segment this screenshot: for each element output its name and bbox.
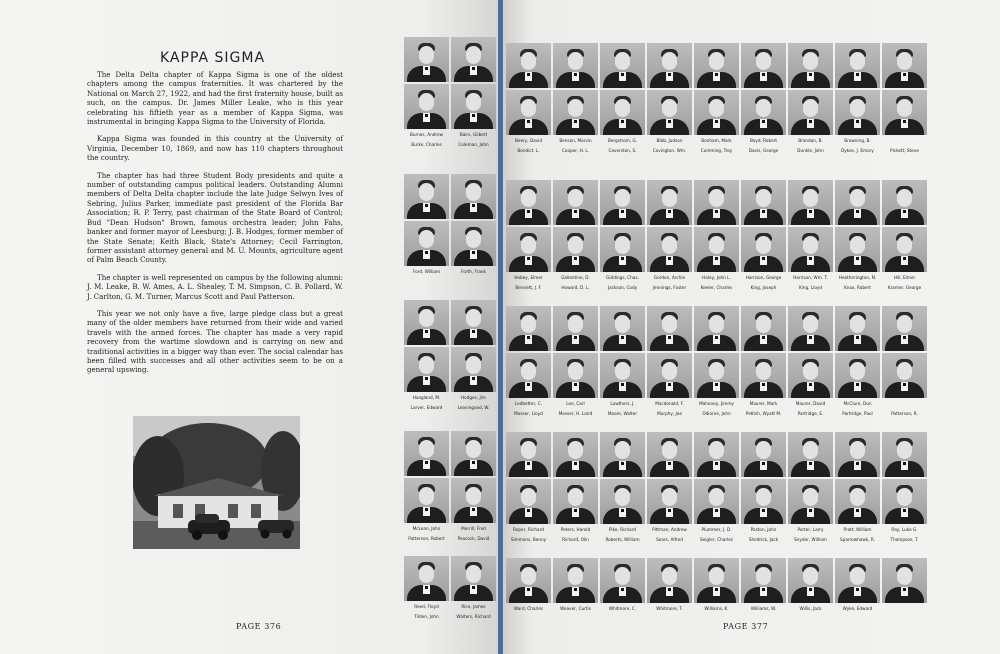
member-name (553, 614, 598, 624)
member-portrait (553, 558, 598, 603)
member-portrait (600, 558, 645, 603)
member-name: Cooper, H. L. (561, 148, 590, 153)
member-portrait (694, 353, 739, 398)
member-portrait (741, 479, 786, 524)
left-name-captions (404, 267, 498, 287)
member-portrait (553, 306, 598, 351)
member-name: Partridge, Paul (842, 411, 873, 416)
left-photo-block (404, 556, 496, 603)
member-name: Sears, Alfred (656, 537, 683, 542)
right-name-captions (506, 136, 929, 156)
member-name: Cumming, Troy (700, 148, 733, 153)
member-name: Weaver, Curtis (560, 606, 591, 611)
member-portrait (835, 180, 880, 225)
member-portrait (506, 353, 551, 398)
paragraph-founding: Kappa Sigma was founded in this country at the University of Virginia, December 10, 1869, and now has 110 chapters throughout the country. (87, 134, 343, 163)
member-portrait (694, 43, 739, 88)
member-name: Patterson, R. (891, 411, 918, 416)
member-name: Plummer, J. D. (701, 527, 732, 532)
member-name: Peters, Harold (560, 527, 591, 532)
right-name-captions (506, 273, 929, 293)
chapter-house-photo (133, 416, 300, 549)
member-portrait (882, 432, 927, 477)
member-name: Ford, William (412, 269, 441, 274)
member-name: McClure, Don (843, 401, 872, 406)
member-name: Mosser, Lloyd (514, 411, 543, 416)
right-name-captions (506, 525, 929, 545)
member-portrait (788, 43, 833, 88)
member-name: Davis, George (748, 148, 779, 153)
portrait-row (404, 37, 496, 82)
paragraph-campus-alumni: The chapter is well represented on campus by the following alumni: J. M. Leake, B. W. Ames, A. L. Shealey, T. M. Simpson, C. B. Pollard, W. J. Carlton, G. M. Turner, Marcus Scott and Paul Patterson. (87, 272, 343, 301)
member-name: Harrison, Wm. T. (793, 275, 828, 280)
member-name: Roberts, William (605, 537, 640, 542)
left-name-captions (404, 130, 498, 150)
right-photo-block (506, 43, 927, 137)
member-portrait (788, 479, 833, 524)
member-name (788, 614, 833, 624)
member-name: Burnes, Andrew (409, 132, 444, 137)
portrait-row (404, 478, 496, 523)
member-name (451, 277, 496, 287)
member-name: Seigler, Charles (700, 537, 733, 542)
paragraph-history: The Delta Delta chapter of Kappa Sigma is one of the oldest chapters among the campus fraternities. It was chartered by the National on March 27, 1922, and had the first fraternity house, built as such, on the campus. Dr. James Miller Leake, who is this year celebrating his fiftieth year as a member of Kappa Sigma, was instrumental in bringing Kappa Sigma to the University of Florida. (87, 70, 343, 127)
member-portrait (788, 353, 833, 398)
member-portrait (694, 227, 739, 272)
member-name: Ray, Luke G. (891, 527, 918, 532)
portrait-row (506, 306, 927, 351)
portrait-row (506, 558, 927, 603)
member-name (882, 604, 927, 614)
member-name: Pettish, Wyatt M. (745, 411, 782, 416)
member-name: Hoagland, M. (412, 395, 441, 400)
portrait-row (506, 90, 927, 135)
member-portrait (741, 43, 786, 88)
member-portrait (882, 227, 927, 272)
chapter-house-illustration (133, 416, 300, 549)
member-portrait (647, 353, 692, 398)
portrait-row (506, 353, 927, 398)
member-name: Patterson, Robert (408, 536, 445, 541)
member-portrait (404, 478, 449, 523)
member-name: Moore, Walter (607, 411, 638, 416)
member-name: Bonham, Mark (701, 138, 732, 143)
member-portrait (741, 90, 786, 135)
member-portrait (647, 432, 692, 477)
member-name (647, 614, 692, 624)
member-portrait (694, 432, 739, 477)
member-portrait (788, 227, 833, 272)
member-name: Jackson, Cody (607, 285, 638, 290)
member-portrait (451, 431, 496, 476)
member-portrait (404, 84, 449, 129)
left-photo-block (404, 431, 496, 525)
portrait-row (404, 84, 496, 129)
left-name-captions (404, 524, 498, 544)
member-portrait (882, 306, 927, 351)
member-portrait (451, 37, 496, 82)
member-portrait (451, 84, 496, 129)
member-name: Mahoney, Jimmy (699, 401, 734, 406)
portrait-row (404, 347, 496, 392)
member-name: Partridge, E. (797, 411, 824, 416)
member-portrait (404, 221, 449, 266)
member-name (882, 614, 927, 624)
right-photo-block (506, 558, 927, 605)
member-name: Ward, Charles (513, 606, 544, 611)
member-name: Harrison, George (745, 275, 782, 280)
member-portrait (647, 306, 692, 351)
member-name: Roper, Richard (513, 527, 544, 532)
member-portrait (835, 432, 880, 477)
member-portrait (404, 347, 449, 392)
member-portrait (882, 479, 927, 524)
member-name: Murphy, Joe (657, 411, 682, 416)
member-name: Keeler, Charles (700, 285, 733, 290)
member-name: King, Lloyd (798, 285, 823, 290)
member-portrait (788, 432, 833, 477)
member-name: Browning, B. (844, 138, 871, 143)
member-name (404, 277, 449, 287)
member-portrait (404, 431, 449, 476)
member-name: Hodges, Jim (461, 395, 486, 400)
member-name (741, 614, 786, 624)
member-name: Brandon, B. (798, 138, 823, 143)
member-portrait (506, 558, 551, 603)
portrait-row (506, 227, 927, 272)
member-name: Gordon, Archie (653, 275, 686, 280)
member-portrait (647, 558, 692, 603)
member-name: Sparrowhawk, R. (840, 537, 875, 542)
member-name: Forth, Frank (461, 269, 486, 274)
left-photo-block (404, 300, 496, 394)
member-portrait (600, 479, 645, 524)
member-portrait (647, 90, 692, 135)
member-name: Peacock, David (457, 536, 490, 541)
member-name: Odiorne, John (702, 411, 731, 416)
member-portrait (553, 432, 598, 477)
left-photo-block (404, 174, 496, 268)
member-name: Willis, Jack (799, 606, 822, 611)
member-portrait (835, 479, 880, 524)
member-portrait (600, 43, 645, 88)
member-name: Wyke, Edward (842, 606, 873, 611)
member-portrait (741, 558, 786, 603)
member-portrait (600, 180, 645, 225)
member-portrait (506, 479, 551, 524)
page-number-left: PAGE 376 (236, 622, 282, 631)
portrait-row (506, 432, 927, 477)
member-name (600, 614, 645, 624)
portrait-row (506, 479, 927, 524)
right-photo-block (506, 432, 927, 526)
member-portrait (553, 180, 598, 225)
member-portrait (600, 90, 645, 135)
member-name: Gallentine, D. (561, 275, 590, 280)
member-name: Pickett, Steve (890, 148, 919, 153)
member-name: Dunkle, John (797, 148, 824, 153)
member-name: Bairs, Gilbert (459, 132, 488, 137)
member-name: Leavingood, W. (457, 405, 490, 410)
member-portrait (506, 432, 551, 477)
member-name: Lee, Carl (566, 401, 585, 406)
member-portrait (882, 43, 927, 88)
member-name: Giddings, Chas. (606, 275, 639, 280)
member-portrait (553, 43, 598, 88)
member-portrait (451, 221, 496, 266)
member-portrait (600, 353, 645, 398)
page-number-right: PAGE 377 (723, 622, 769, 631)
member-portrait (741, 353, 786, 398)
member-name: Bergstrom, G. (607, 138, 638, 143)
member-name: Williams, W. (750, 606, 777, 611)
member-name: Knox, Robert (844, 285, 871, 290)
member-name: Hill, Elmer (893, 275, 916, 280)
member-name: McLean, John (412, 526, 441, 531)
member-portrait (553, 227, 598, 272)
right-name-captions (506, 399, 929, 419)
left-name-captions (404, 602, 498, 622)
member-name: Richard, Olin (562, 537, 589, 542)
member-portrait (741, 180, 786, 225)
member-name: Larver, Edward (410, 405, 443, 410)
member-name: Boyd, Robert (749, 138, 778, 143)
member-name: Benson, Marvin (559, 138, 592, 143)
member-name: Bondict, L. (517, 148, 540, 153)
member-portrait (647, 43, 692, 88)
member-name: Porter, Larry (797, 527, 824, 532)
member-portrait (835, 353, 880, 398)
member-name: Beery, David (515, 138, 542, 143)
member-portrait (835, 43, 880, 88)
member-name: Covington, Wm. (652, 148, 687, 153)
member-name: Burke, Charles (411, 142, 442, 147)
member-portrait (600, 432, 645, 477)
left-photo-block (404, 37, 496, 131)
member-portrait (506, 90, 551, 135)
member-portrait (553, 479, 598, 524)
member-portrait (694, 558, 739, 603)
member-portrait (506, 227, 551, 272)
member-name (694, 614, 739, 624)
member-portrait (741, 227, 786, 272)
member-name: Howard, D. L. (561, 285, 590, 290)
member-portrait (647, 180, 692, 225)
member-portrait (694, 306, 739, 351)
member-portrait (451, 300, 496, 345)
member-name: Bennett, J. F. (515, 285, 542, 290)
member-name (882, 136, 927, 146)
right-photo-block (506, 306, 927, 400)
member-portrait (647, 479, 692, 524)
member-name (506, 614, 551, 624)
member-portrait (404, 300, 449, 345)
member-portrait (788, 90, 833, 135)
member-name: Maurer, Mark (749, 401, 778, 406)
member-portrait (451, 556, 496, 601)
member-portrait (553, 90, 598, 135)
member-name: Pratt, William (843, 527, 872, 532)
member-name: Macdonald, F. (655, 401, 684, 406)
member-name: Maurer, David (795, 401, 826, 406)
member-name: Kramer, George (887, 285, 922, 290)
member-name: Tilden, John (414, 614, 439, 619)
portrait-row (404, 221, 496, 266)
right-photo-block (506, 180, 927, 274)
member-name: Poston, John (750, 527, 777, 532)
member-name (882, 399, 927, 409)
member-name: Ledbetter, C. (514, 401, 543, 406)
member-portrait (404, 556, 449, 601)
member-portrait (788, 180, 833, 225)
member-portrait (451, 174, 496, 219)
member-name: Rice, James (461, 604, 486, 609)
member-portrait (882, 90, 927, 135)
member-portrait (600, 227, 645, 272)
member-portrait (788, 306, 833, 351)
paragraph-this-year: This year we not only have a five, large pledge class but a great many of the older members have returned from their wide and varied travels with the armed forces. The chapter has made a very rapid recovery from the wartime slowdown and is carrying on new and traditional activities in a bigger way than ever. The social calendar has been filled with successes and all other activities seem to be on a general upswing. (87, 308, 343, 375)
member-name: Pittman, Andrew (652, 527, 687, 532)
member-name: Shedrick, Jack (748, 537, 779, 542)
member-name: Whitmore, C. (608, 606, 637, 611)
member-name: Mosser, H. Laird (558, 411, 593, 416)
portrait-row (404, 431, 496, 476)
left-name-captions (404, 393, 498, 413)
member-name: Haley, John L. (702, 275, 731, 280)
member-portrait (788, 558, 833, 603)
member-portrait (882, 558, 927, 603)
member-portrait (835, 227, 880, 272)
member-name: Lowthers, J. (610, 401, 635, 406)
member-portrait (835, 90, 880, 135)
member-name: Merrill, Fred (461, 526, 486, 531)
right-name-captions (506, 604, 929, 624)
member-portrait (553, 353, 598, 398)
member-portrait (600, 306, 645, 351)
member-portrait (506, 180, 551, 225)
member-name: Walters, Richard (456, 614, 491, 619)
member-portrait (741, 432, 786, 477)
member-portrait (404, 174, 449, 219)
member-name: Hobey, Elmer (514, 275, 543, 280)
member-portrait (741, 306, 786, 351)
member-name: Thompson, T. (890, 537, 919, 542)
member-name: Simmons, Benny (510, 537, 547, 542)
portrait-row (506, 180, 927, 225)
member-portrait (882, 180, 927, 225)
member-name: King, Joseph (750, 285, 777, 290)
member-portrait (451, 347, 496, 392)
paragraph-alumni: The chapter has had three Student Body presidents and quite a number of outstanding campus political leaders. Outstanding Alumni members of Delta Delta chapter include the late Judge Selwyn Ives of Sebring, Julius Parker, immediate past president of the Florida Bar Association; R. P. Terry, past chairman of the State Board of Control; Bud "Dean Hudson" Brown, famous orchestra leader; John Fahs, banker and former mayor of Leesburg; J. B. Hodges, former member of the State Senate; Keith Black, State's Attorney; Cecil Farrington, former assistant attorney general and M. U. Mounts, agriculture agent of Palm Beach County. (87, 170, 343, 265)
page-title: KAPPA SIGMA (160, 50, 266, 66)
portrait-row (404, 300, 496, 345)
member-name: Coleman, John (458, 142, 489, 147)
portrait-row (404, 556, 496, 601)
member-portrait (835, 306, 880, 351)
member-portrait (506, 306, 551, 351)
portrait-row (404, 174, 496, 219)
member-portrait (694, 90, 739, 135)
member-portrait (694, 479, 739, 524)
member-portrait (835, 558, 880, 603)
member-name: Dykes, J. Emory (841, 148, 874, 153)
member-portrait (694, 180, 739, 225)
member-name (835, 614, 880, 624)
member-portrait (506, 43, 551, 88)
member-name: Whitmore, T. (656, 606, 683, 611)
member-name: Coverston, S. (608, 148, 637, 153)
portrait-row (506, 43, 927, 88)
member-name: Heatherington, N. (838, 275, 877, 280)
member-portrait (882, 353, 927, 398)
member-name: Williams, K. (704, 606, 729, 611)
article-body (87, 70, 343, 383)
member-portrait (647, 227, 692, 272)
member-name: Reed, Floyd (414, 604, 439, 609)
member-portrait (451, 478, 496, 523)
member-name: Snyder, William (794, 537, 827, 542)
member-name: Pike, Richard (608, 527, 636, 532)
member-name: Jennings, Foster (652, 285, 687, 290)
member-portrait (404, 37, 449, 82)
member-name: Bibb, Judson (656, 138, 683, 143)
